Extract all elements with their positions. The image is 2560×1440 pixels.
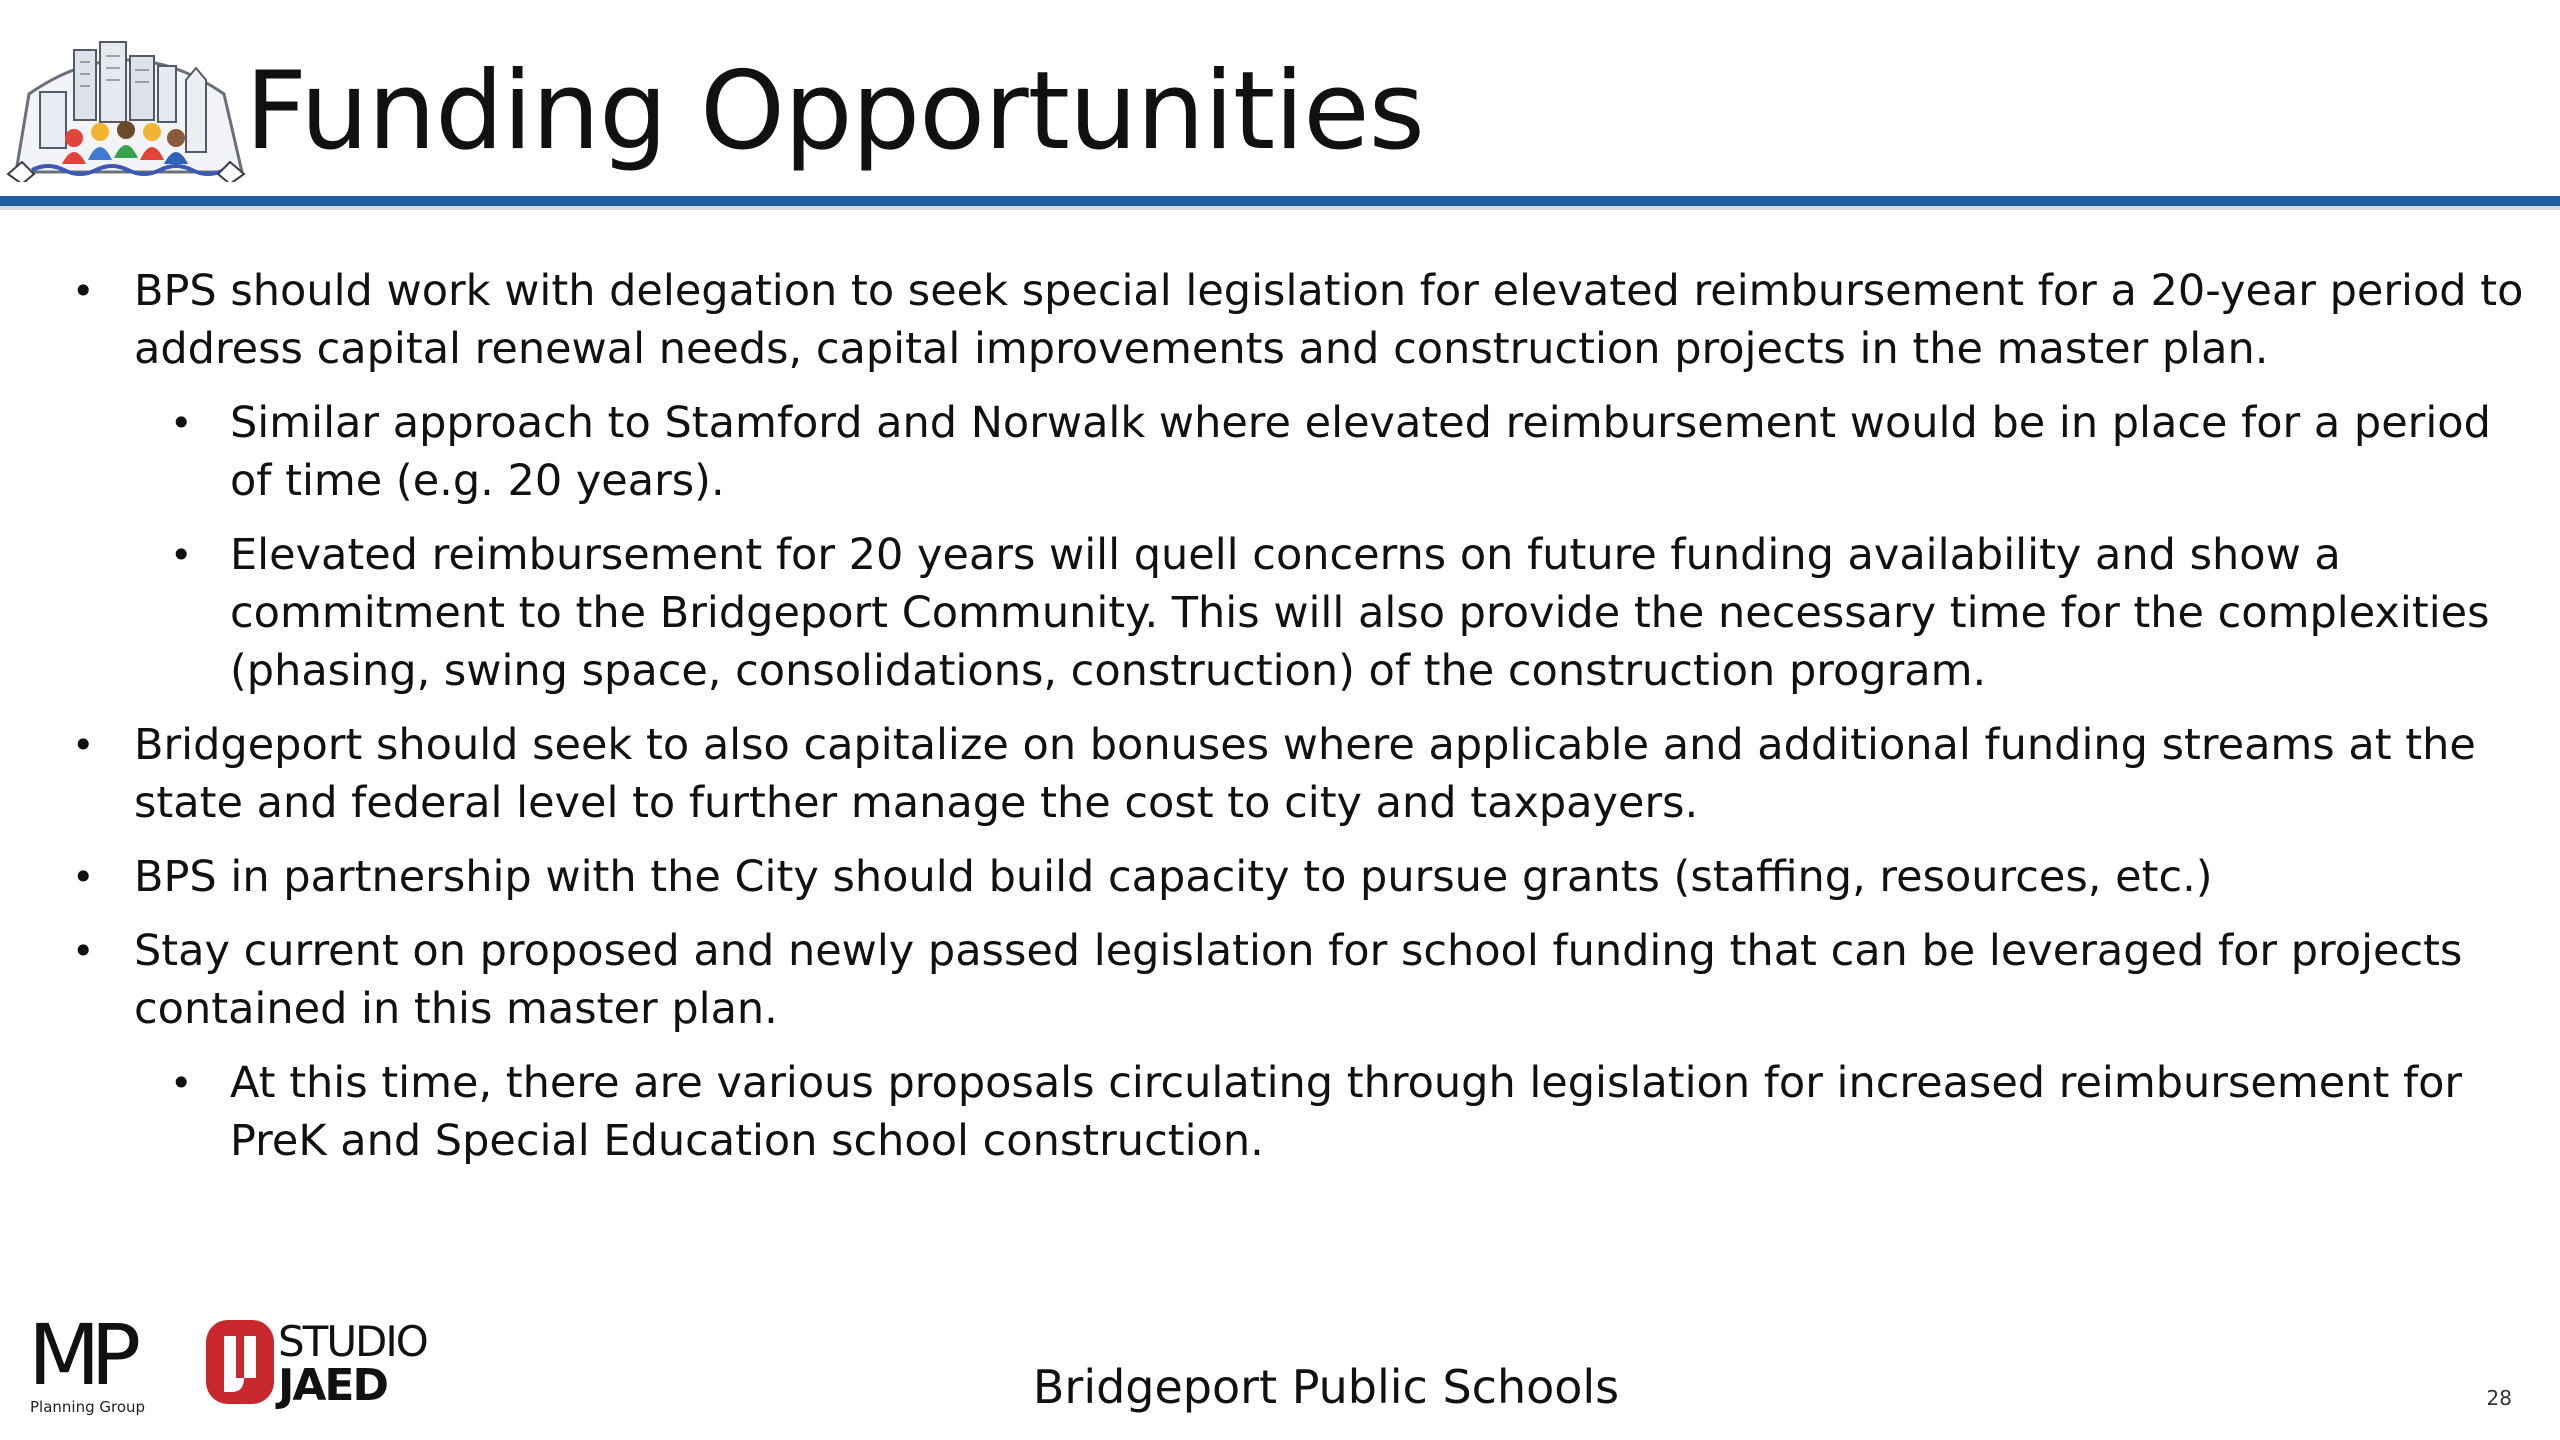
bullet-marker: • xyxy=(170,401,193,445)
title-divider-shadow xyxy=(0,206,2560,210)
bullet-marker: • xyxy=(170,533,193,577)
bullet-marker: • xyxy=(72,855,95,899)
bullet-text-line: PreK and Special Education school construction. xyxy=(230,1116,1264,1166)
bullet-text-line: state and federal level to further manage the cost to city and taxpayers. xyxy=(134,778,1699,828)
sub-bullet-item xyxy=(0,1054,2560,1170)
bullet-marker: • xyxy=(72,723,95,767)
bullet-text-line: Similar approach to Stamford and Norwalk where elevated reimbursement would be in place for a period xyxy=(230,398,2491,448)
bullet-item xyxy=(0,922,2560,1038)
bullet-text-line: Stay current on proposed and newly passed legislation for school funding that can be leveraged for projects xyxy=(134,926,2463,976)
mp-logo-mark: MP xyxy=(28,1306,132,1404)
bullet-marker: • xyxy=(72,269,95,313)
bullet-text-line: At this time, there are various proposals circulating through legislation for increased reimbursement for xyxy=(230,1058,2463,1108)
bullet-text-line: of time (e.g. 20 years). xyxy=(230,456,725,506)
bullet-text-line: address capital renewal needs, capital improvements and construction projects in the master plan. xyxy=(134,324,2269,374)
bullet-text-line: Elevated reimbursement for 20 years will quell concerns on future funding availability and show a xyxy=(230,530,2341,580)
bullet-marker: • xyxy=(72,929,95,973)
bullet-marker: • xyxy=(170,1061,193,1105)
bullet-item xyxy=(0,716,2560,832)
slide-title: Funding Opportunities xyxy=(245,49,1424,174)
bullet-text-line: commitment to the Bridgeport Community. This will also provide the necessary time for the complexities xyxy=(230,588,2490,638)
bullet-text-line: Bridgeport should seek to also capitalize on bonuses where applicable and additional funding streams at the xyxy=(134,720,2476,770)
footer-organization: Bridgeport Public Schools xyxy=(1032,1360,1620,1414)
bullet-item xyxy=(0,262,2560,378)
bullet-list xyxy=(0,262,2560,1186)
bullet-text-line: BPS should work with delegation to seek special legislation for elevated reimbursement for a 20-year period to xyxy=(134,266,2524,316)
title-divider xyxy=(0,196,2560,206)
bridgeport-schools-logo-icon xyxy=(4,32,249,182)
sub-bullet-item xyxy=(0,526,2560,700)
bullet-text-line: (phasing, swing space, consolidations, construction) of the construction program. xyxy=(230,646,1987,696)
mp-logo-caption: Planning Group xyxy=(30,1398,146,1416)
page-number: 28 xyxy=(2486,1386,2512,1410)
sub-bullet-item xyxy=(0,394,2560,510)
studio-logo-bottom: JAED xyxy=(278,1360,388,1411)
studio-logo-top: STUDIO xyxy=(278,1317,427,1366)
bullet-text-line: contained in this master plan. xyxy=(134,984,778,1034)
bullet-text-line: BPS in partnership with the City should build capacity to pursue grants (staffing, resources, etc.) xyxy=(134,852,2213,902)
bullet-item xyxy=(0,848,2560,906)
